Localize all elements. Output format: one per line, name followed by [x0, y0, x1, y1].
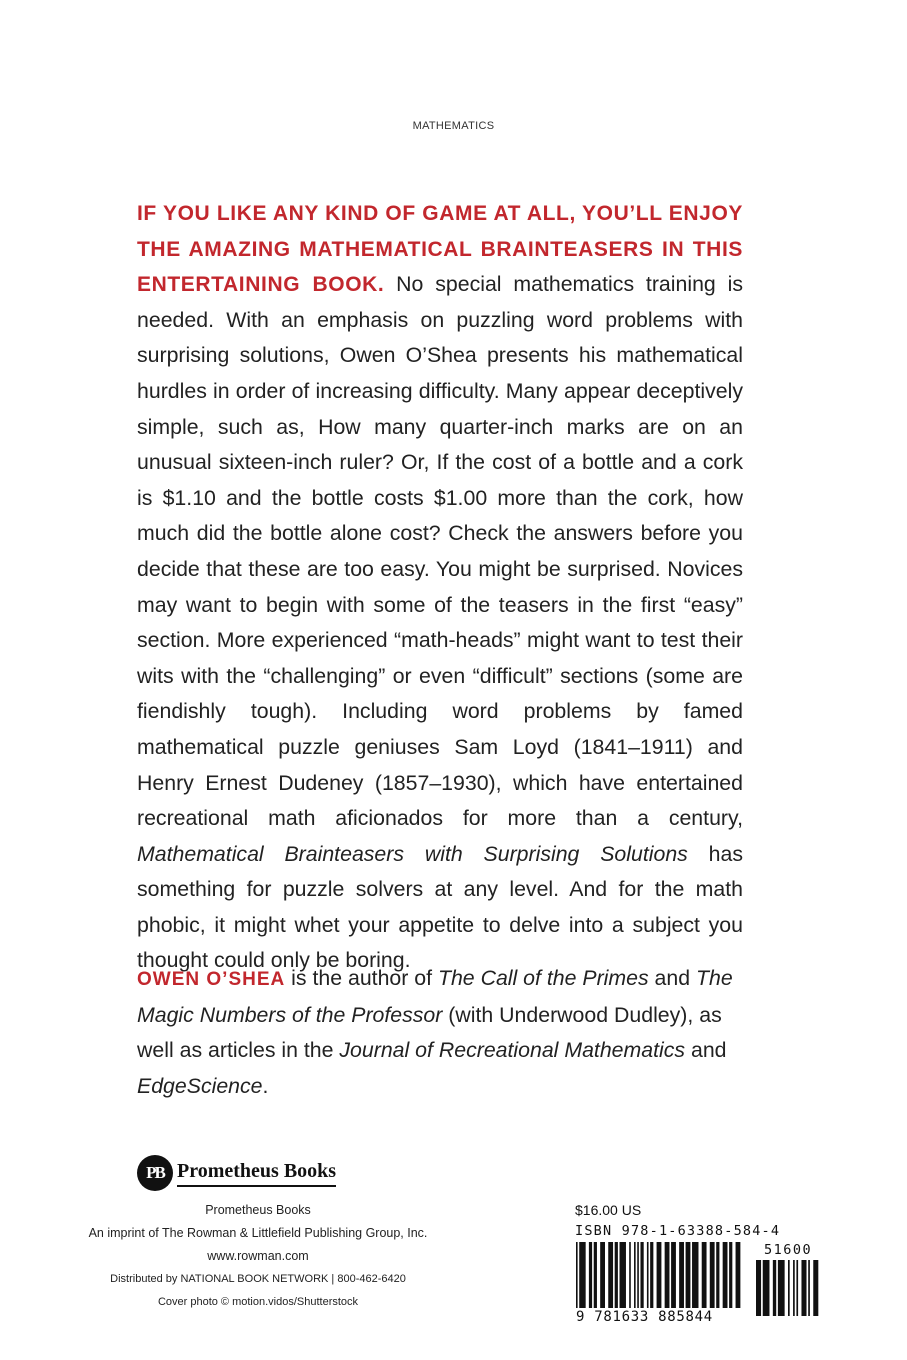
blurb-body-part2: has something for puzzle solvers at any level. And for the math phobic, it might whet your appetite to delve into a subject you thought could only be boring.: [137, 841, 743, 973]
author-bio: [137, 961, 743, 1104]
barcode-bar: [729, 1242, 732, 1308]
publisher-logo-text: Prometheus Books: [177, 1160, 336, 1187]
barcode-bar: [594, 1242, 597, 1308]
barcode-ean-digits: 9 781633 885844: [576, 1309, 713, 1325]
barcode-bar: [756, 1260, 761, 1316]
publisher-imprint: An imprint of The Rowman & Littlefield Publishing Group, Inc.: [88, 1226, 428, 1240]
author-book-1: The Call of the Primes: [437, 966, 649, 990]
barcode-bar: [615, 1242, 618, 1308]
barcode-bar: [629, 1242, 631, 1308]
barcode-bar: [808, 1260, 810, 1316]
barcode-bar: [716, 1242, 719, 1308]
barcode-bar: [650, 1242, 653, 1308]
author-text-1: is the author of: [285, 966, 438, 990]
publisher-distributor: Distributed by NATIONAL BOOK NETWORK | 800-462-6420: [110, 1273, 406, 1285]
barcode-bar: [723, 1242, 728, 1308]
barcode-bar: [634, 1242, 636, 1308]
author-text-3: (with Underwood Dudley), as well as articles in the: [137, 1002, 722, 1063]
isbn-label: ISBN 978-1-63388-584-4: [575, 1223, 781, 1239]
barcode-addon-digits: 51600: [764, 1242, 813, 1258]
barcode-bar: [589, 1242, 592, 1308]
barcode-bar: [620, 1242, 626, 1308]
barcode-bar: [637, 1242, 639, 1308]
publisher-logo-mark: PB: [137, 1155, 173, 1191]
barcode-bar: [576, 1242, 578, 1308]
barcode-bar: [608, 1242, 613, 1308]
author-journal: Journal of Recreational Mathematics: [339, 1038, 686, 1063]
barcode-bar: [679, 1242, 684, 1308]
photo-credit: Cover photo © motion.vidos/Shutterstock: [157, 1296, 359, 1308]
barcode-bar: [665, 1242, 670, 1308]
barcode-bar: [579, 1242, 585, 1308]
author-text-2: and: [648, 966, 697, 990]
description-blurb: [137, 196, 743, 979]
barcode-bar: [813, 1260, 818, 1316]
barcode-bar: [801, 1260, 806, 1316]
barcode-bar: [710, 1242, 715, 1308]
price-label: $16.00 US: [575, 1202, 642, 1218]
barcode-bar: [796, 1260, 798, 1316]
barcode-bar: [773, 1260, 776, 1316]
barcode-bar: [657, 1242, 662, 1308]
author-text-4: and: [685, 1038, 727, 1063]
barcode-bar: [778, 1260, 785, 1316]
author-name: OWEN O’SHEA: [137, 969, 286, 990]
blurb-lead: IF YOU LIKE ANY KIND OF GAME AT ALL, YOU’LL ENJOY THE AMAZING MATHEMATICAL BRAINTEASERS IN THIS ENTERTAINING BOOK.: [137, 202, 743, 297]
blurb-body-part1: No special mathematics training is needed. With an emphasis on puzzling word problems with surprising solutions, Owen O’Shea presents his mathematical hurdles in order of increasing difficulty. Many appear deceptively simple, such as, How many quarter-inch marks are on an unusual sixteen-inch ruler? Or, If the cost of a bottle and a cork is $1.10 and the bottle costs $1.00 more than the cork, how much did the bottle alone cost? Check the answers before you decide that these are too easy. You might be surprised. Novices may want to begin with some of the teasers in the first “easy” section. More experienced “math-heads” might want to test their wits with the “challenging” or even “difficult” sections (some are fiendishly tough). Including word problems by famed mathematical puzzle geniuses Sam Loyd (1841–1911) and Henry Ernest Dudeney (1857–1930), which have entertained recreational math aficionados for more than a century,: [137, 272, 743, 831]
ean-barcode-bars: [576, 1242, 740, 1308]
barcode-bar: [600, 1242, 605, 1308]
publisher-logo: [137, 1154, 336, 1192]
barcode-bar: [763, 1260, 770, 1316]
barcode-bar: [702, 1242, 707, 1308]
publisher-website: www.rowman.com: [207, 1249, 309, 1263]
barcode-bar: [736, 1242, 741, 1308]
addon-barcode-bars: [756, 1260, 818, 1316]
blurb-book-title: Mathematical Brainteasers with Surprising Solutions: [137, 841, 688, 866]
publisher-name: Prometheus Books: [205, 1203, 311, 1217]
publisher-info: [40, 1199, 476, 1314]
barcode-bar: [640, 1242, 643, 1308]
barcode-bar: [788, 1260, 790, 1316]
author-text-5: .: [262, 1073, 269, 1098]
barcode-bar: [692, 1242, 698, 1308]
author-magazine: EdgeScience: [137, 1073, 263, 1098]
barcode-bar: [686, 1242, 691, 1308]
author-book-2: The Magic Numbers of the Professor: [137, 966, 733, 1027]
barcode-bar: [671, 1242, 676, 1308]
barcode-bar: [647, 1242, 649, 1308]
category-label: MATHEMATICS: [412, 120, 495, 132]
barcode-bar: [793, 1260, 795, 1316]
